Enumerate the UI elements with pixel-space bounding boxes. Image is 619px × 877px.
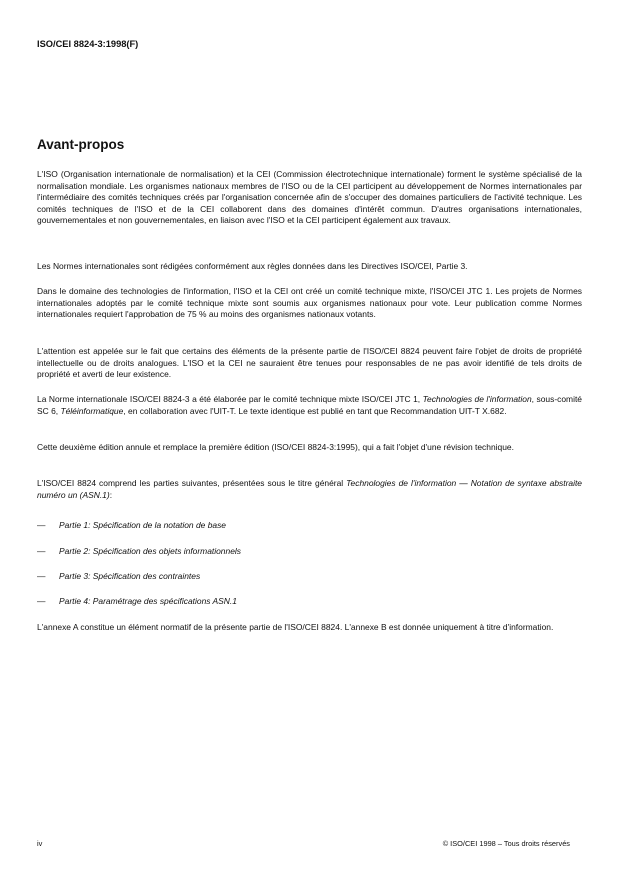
italic-text: Technologies de l'information: [422, 394, 532, 404]
text-run: L'ISO/CEI 8824 comprend les parties suivantes, présentées sous le titre général: [37, 478, 347, 488]
paragraph: [37, 286, 582, 321]
list-dash: —: [37, 596, 46, 606]
list-item-text: Partie 4: Paramétrage des spécifications ASN.1: [59, 596, 237, 606]
text-run: :: [109, 489, 113, 500]
italic-text: Technologies de l'information — Notation de syntaxe abstraite numéro un (ASN.1): [37, 478, 582, 500]
text-run: Cette deuxième édition annule et remplace la première édition (ISO/CEI 8824-3:1995), qui a fait l'objet d'une révision technique.: [37, 442, 514, 452]
text-run: Dans le domaine des technologies de l'information, l'ISO et la CEI ont créé un comité technique mixte, l'ISO/CEI JTC 1. Les projets de Normes internationales adoptés par le comité technique mixte sont soumis aux organismes nationaux pour vote. Leur publication comme Normes internationales requiert l'approbation de 75 % au moins des organismes nationaux votants.: [37, 286, 582, 320]
list-dash: —: [37, 520, 46, 530]
list-item-text: Partie 2: Spécification des objets informationnels: [59, 546, 241, 556]
paragraph: [37, 442, 582, 454]
list-item-text: Partie 1: Spécification de la notation de base: [59, 520, 226, 530]
list-item: [37, 571, 200, 583]
paragraph: [37, 394, 582, 417]
paragraph: [37, 478, 582, 501]
page-number: iv: [37, 839, 43, 848]
text-run: , en collaboration avec l'UIT-T. Le texte identique est publié en tant que Recommandation UIT-T X.682.: [123, 405, 507, 416]
list-item: [37, 520, 226, 532]
list-item-text: Partie 3: Spécification des contraintes: [59, 571, 201, 581]
paragraph: [37, 261, 582, 273]
paragraph: [37, 346, 582, 381]
paragraph: [37, 622, 582, 634]
list-item: [37, 546, 241, 558]
text-run: Les Normes internationales sont rédigées conformément aux règles données dans les Directives ISO/CEI, Partie 3.: [37, 261, 468, 271]
section-title: Avant-propos: [37, 137, 125, 152]
list-dash: —: [37, 546, 46, 556]
copyright: © ISO/CEI 1998 – Tous droits réservés: [442, 839, 570, 848]
document-header: ISO/CEI 8824-3:1998(F): [37, 39, 139, 49]
text-run: , sous-comité SC 6,: [37, 394, 582, 416]
text-run: L'ISO (Organisation internationale de normalisation) et la CEI (Commission électrotechnique internationale) forment le système spécialisé de la normalisation mondiale. Les organismes nationaux membres de l'ISO ou de la CEI participent au développement de Normes internationales par l'intermédiaire des comités techniques créés par l'organisation concernée afin de s'occuper des domaines particuliers de l'activité technique. Les comités techniques de l'ISO et de la CEI collaborent dans des domaines d'intérêt commun. D'autres organisations internationales, gouvernementales et non gouvernementales, en liaison avec l'ISO et la CEI participent également aux travaux.: [37, 169, 582, 226]
italic-text: Téléinformatique: [60, 405, 124, 416]
text-run: La Norme internationale ISO/CEI 8824-3 a été élaborée par le comité technique mixte ISO/CEI JTC 1,: [37, 394, 423, 404]
list-dash: —: [37, 571, 46, 581]
list-item: [37, 596, 237, 608]
text-run: L'attention est appelée sur le fait que certains des éléments de la présente partie de l'ISO/CEI 8824 peuvent faire l'objet de droits de propriété intellectuelle ou de droits analogues. L'ISO et la CEI ne sauraient être tenues pour responsables de ne pas avoir identifié de tels droits de propriété et averti de leur existence.: [37, 346, 582, 380]
paragraph: [37, 169, 582, 227]
text-run: L'annexe A constitue un élément normatif de la présente partie de l'ISO/CEI 8824. L'annexe B est donnée uniquement à titre d'information.: [37, 622, 554, 632]
